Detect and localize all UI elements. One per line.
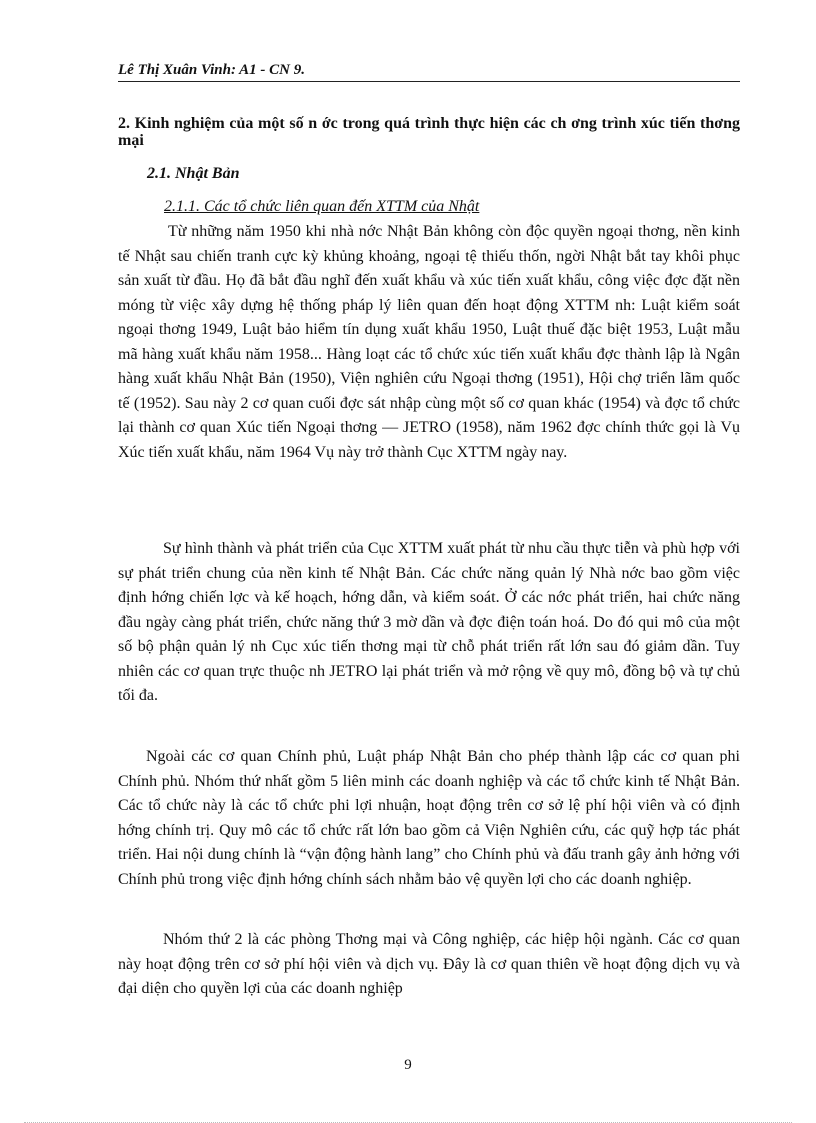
body-paragraph: Sự hình thành và phát triển của Cục XTTM xuất phát từ nhu cầu thực tiễn và phù hợp với sự phát triển chung của nền kinh tế Nhật Bản. Các chức năng quản lý Nhà nớc bao gồm việc định hớng chiến lợc và kế hoạch, hớng dẫn, và kiểm soát. Ở các nớc phát triển, hai chức năng đầu ngày càng phát triển, chức năng thứ 3 mờ dần và đợc điện toán hoá. Do đó qui mô của một số bộ phận quản lý nh Cục xúc tiến thơng mại từ chỗ phát triển rất lớn sau đó giảm dần. Tuy nhiên các cơ quan trực thuộc nh JETRO lại phát triển và mở rộng về quy mô, đồng bộ và tự chủ tối đa. [118,540,740,704]
page-number: 9 [404,1057,412,1073]
subsubsection-heading: 2.1.1. Các tổ chức liên quan đến XTTM của Nhật [164,198,480,215]
page-header: Lê Thị Xuân Vinh: A1 - CN 9. [118,62,740,82]
body-paragraph: Từ những năm 1950 khi nhà nớc Nhật Bản không còn độc quyền ngoại thơng, nền kinh tế Nhật sau chiến tranh cực kỳ khủng khoảng, ngoại tệ thiếu thốn, ngời Nhật bắt tay khôi phục sản xuất từ đầu. Họ đã bắt đầu nghĩ đến xuất khẩu và xúc tiến xuất khẩu, công việc đợc đặt nền móng từ việc xây dựng hệ thống pháp lý liên quan đến hoạt động XTTM nh: Luật kiểm soát ngoại thơng 1949, Luật bảo hiểm tín dụng xuất khẩu 1950, Luật thuế đặc biệt 1953, Luật mẫu mã hàng xuất khẩu năm 1958... Hàng loạt các tổ chức xúc tiến xuất khẩu đợc thành lập là Ngân hàng xuất khẩu Nhật Bản (1950), Viện nghiên cứu Ngoại thơng (1951), Hội chợ triển lãm quốc tế (1952). Sau này 2 cơ quan cuối đợc sát nhập cùng một số cơ quan khác (1954) và đợc tổ chức lại thành cơ quan Xúc tiến Ngoại thơng — JETRO (1958), năm 1962 đợc chính thức gọi là Vụ Xúc tiến xuất khẩu, năm 1964 Vụ này trở thành Cục XTTM ngày nay. [118,223,740,461]
body-paragraph: Nhóm thứ 2 là các phòng Thơng mại và Công nghiệp, các hiệp hội ngành. Các cơ quan này hoạt động trên cơ sở phí hội viên và dịch vụ. Đây là cơ quan thiên về hoạt động dịch vụ và đại diện cho quyền lợi của các doanh nghiệp [118,931,740,997]
body-paragraph: Ngoài các cơ quan Chính phủ, Luật pháp Nhật Bản cho phép thành lập các cơ quan phi Chính phủ. Nhóm thứ nhất gồm 5 liên minh các doanh nghiệp và các tổ chức kinh tế Nhật Bản. Các tổ chức này là các tổ chức phi lợi nhuận, hoạt động trên cơ sở lệ phí hội viên và có định hớng chính trị. Quy mô các tổ chức rất lớn bao gồm cả Viện Nghiên cứu, các quỹ hợp tác phát triển. Hai nội dung chính là “vận động hành lang” cho Chính phủ và đấu tranh gây ảnh hởng với Chính phủ trong việc định hớng chính sách nhằm bảo vệ quyền lợi cho các doanh nghiệp. [118,748,740,888]
subsection-heading: 2.1. Nhật Bản [147,165,240,182]
section-heading: 2. Kinh nghiệm của một số n ớc trong quá trình thực hiện các ch ơng trình xúc tiến thơng mại [118,115,740,149]
